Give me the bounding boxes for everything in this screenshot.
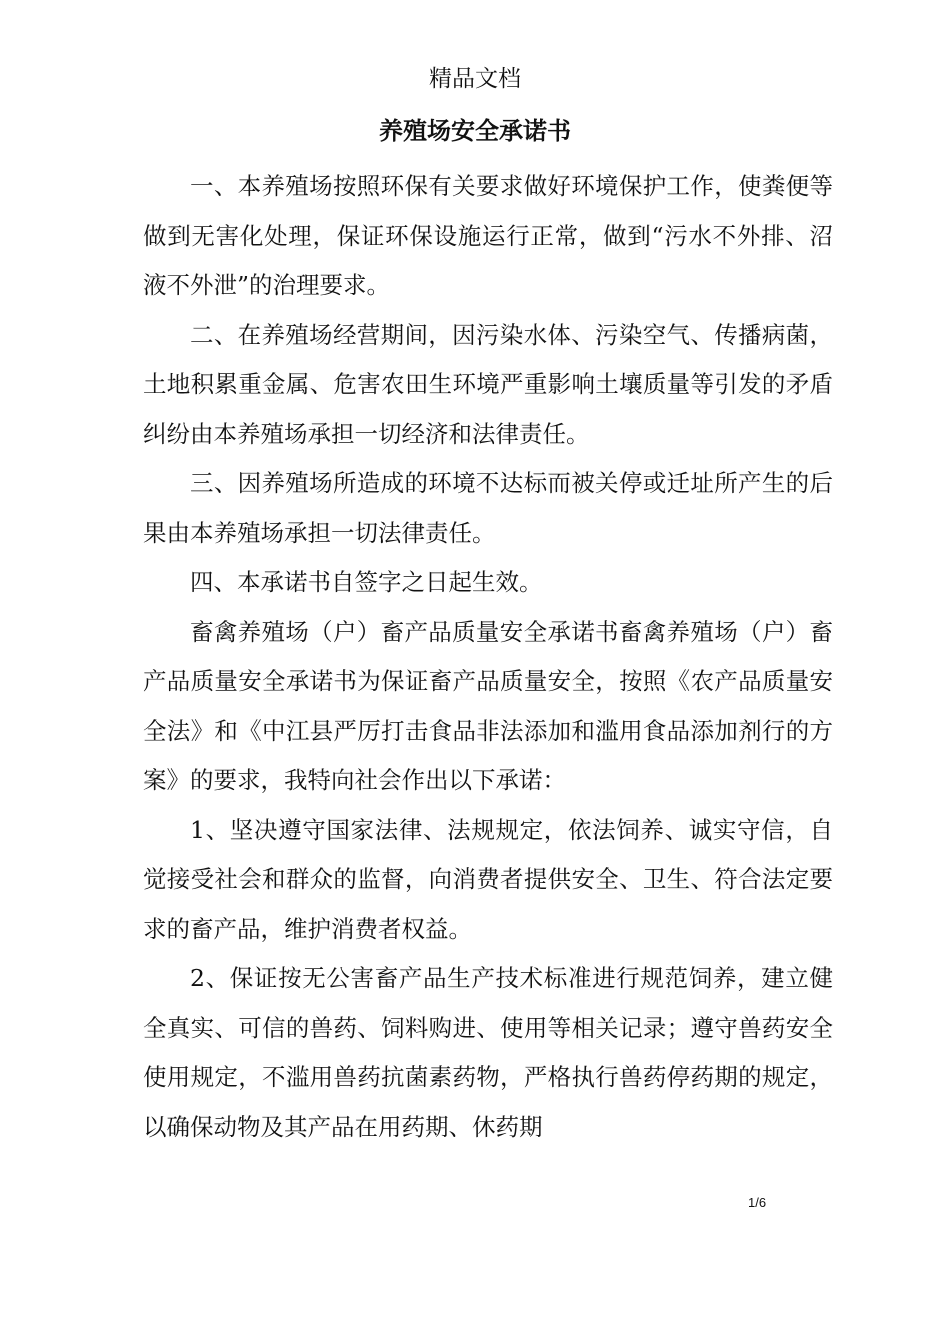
document-body — [143, 162, 833, 1152]
paragraph-4: 四、本承诺书自签字之日起生效。 — [190, 568, 543, 596]
paragraph-2: 二、在养殖场经营期间，因污染水体、污染空气、传播病菌，土地积累重金属、危害农田生环境严重影响土壤质量等引发的矛盾纠纷由本养殖场承担一切经济和法律责任。 — [143, 320, 833, 448]
paragraph-3: 三、因养殖场所造成的环境不达标而被关停或迁址所产生的后果由本养殖场承担一切法律责任。 — [143, 469, 833, 547]
paragraph-5: 畜禽养殖场（户）畜产品质量安全承诺书畜禽养殖场（户）畜产品质量安全承诺书为保证畜产品质量安全，按照《农产品质量安全法》和《中江县严厉打击食品非法添加和滥用食品添加剂行的方案》的要求，我特向社会作出以下承诺： — [143, 617, 833, 794]
page-number: 1/6 — [748, 1195, 767, 1210]
document-title: 养殖场安全承诺书 — [379, 116, 571, 145]
paragraph-7: 2、保证按无公害畜产品生产技术标准进行规范饲养，建立健全真实、可信的兽药、饲料购进、使用等相关记录；遵守兽药安全使用规定，不滥用兽药抗菌素药物，严格执行兽药停药期的规定，以确保动物及其产品在用药期、休药期 — [143, 964, 833, 1141]
paragraph-1: 一、本养殖场按照环保有关要求做好环境保护工作，使粪便等做到无害化处理，保证环保设施运行正常，做到“污水不外排、沼液不外泄”的治理要求。 — [143, 172, 833, 299]
paragraph-6: 1、坚决遵守国家法律、法规规定，依法饲养、诚实守信，自觉接受社会和群众的监督，向消费者提供安全、卫生、符合法定要求的畜产品，维护消费者权益。 — [143, 815, 833, 943]
page-header-label: 精品文档 — [429, 66, 521, 92]
